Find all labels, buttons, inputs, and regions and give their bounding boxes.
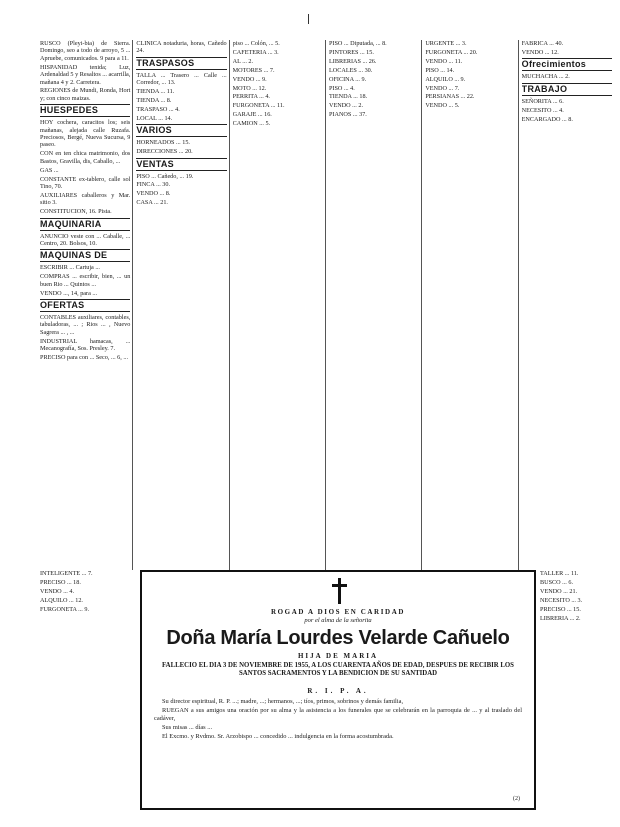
column-6 (522, 40, 614, 570)
classified-ad: RUSCO (Pleyi-bia) de Sierra. Domingo, seo a todo de arroyo, 5 ... Apruebe, comunicados. 9 para a 11. (40, 40, 131, 62)
classified-ad: ANUNCIO veste con ... Caballe, ... Centro, 20. Bolsos, 10. (40, 232, 131, 248)
column-3 (233, 40, 326, 570)
classified-ad: HISPANIDAD tenida; Luz, Ardenaldad 5 y Resaltos ... acarrilla, mañana 4 y 2. Carretera. (40, 63, 131, 86)
obituary-notice (140, 570, 536, 810)
classified-ad: TIENDA ... 11. (136, 88, 175, 96)
classified-ad: TALLER ... 11. (540, 570, 579, 577)
classified-ad: piso ... Colón, ... 5. (232, 40, 280, 47)
classified-ad: PRECISO para con ... Seco, ... 6, ... (40, 354, 128, 362)
classified-ad: FURGONETA ... 11. (232, 102, 285, 110)
classified-ad: DIRECCIONES ... 20. (136, 148, 193, 156)
classified-ad: VENDO ..., 14, para ... (40, 289, 98, 297)
section-heading: VARIOS (136, 124, 226, 137)
classified-ad: OFICINA ... 9. (328, 75, 367, 83)
classified-ad: REGIONES de Mundi, Ronda, Hort y; con cinco maizas. (40, 87, 131, 102)
section-heading: Ofrecimientos (522, 58, 612, 71)
classified-ad: PISO ... 4. (328, 84, 355, 92)
classified-ad: VENDO ... 21. (540, 587, 578, 595)
classified-ad: GARAJE ... 16. (232, 111, 272, 119)
section-heading: TRASPASOS (136, 57, 226, 70)
classified-ad: GAS ... (40, 166, 59, 174)
section-heading: VENTAS (136, 158, 226, 171)
classified-ad: NECESITO ... 4. (521, 106, 564, 114)
classified-ad: TALLA ... Trasero ... Calle ... Corredor, ... 13. (136, 71, 227, 87)
classified-ad: ALQUILO ... 12. (40, 596, 83, 604)
section-heading: MAQUINARIA (40, 218, 130, 231)
classified-ad: URGENTE ... 3. (425, 40, 467, 47)
classified-ad: PRECISO ... 18. (40, 578, 81, 586)
classified-ad: ESCRIBIR ... Cartuja ... (40, 264, 100, 272)
lower-section (40, 570, 614, 827)
classified-ad: VENDO ... 2. (328, 102, 364, 110)
cross-icon (330, 578, 350, 604)
column-2 (136, 40, 229, 570)
classified-ad: PRECISO ... 15. (540, 605, 581, 613)
column-4 (329, 40, 422, 570)
classified-ad: CAFETERIA ... 3. (232, 48, 279, 56)
classified-ad: VENDO ... 12. (521, 48, 559, 56)
section-heading: OFERTAS (40, 299, 130, 312)
notice-number: (2) (513, 796, 520, 802)
classified-ad: FINCA ... 30. (136, 181, 171, 189)
classified-ad: LOCAL ... 14. (136, 114, 173, 122)
classified-ad: MUCHACHA ... 2. (521, 73, 570, 81)
classified-ad: AL ... 2. (232, 57, 254, 65)
classified-ad: PISO ... Cañedo, ... 19. (136, 172, 194, 180)
classified-ad: LOCALES ... 30. (328, 66, 373, 74)
classified-ad: CONSTITUCION, 16. Pista. (40, 208, 112, 216)
column-5 (425, 40, 518, 570)
classified-ad: CASA ... 21. (136, 199, 168, 207)
notice-intro: por el alma de la señorita (304, 617, 372, 624)
classified-ad: AUXILIARES caballeros y Mar. sitio 3. (40, 191, 131, 207)
classified-ad: SEÑORITA ... 6. (521, 97, 564, 105)
classified-ad: MOTORES ... 7. (232, 66, 275, 74)
right-ads (540, 570, 614, 827)
column-1 (40, 40, 133, 570)
notice-body-paragraph: El Excmo. y Rvdmo. Sr. Arzobispo ... concedido ... indulgencia en la forma acostumbrada. (162, 732, 394, 740)
classified-ad: CONSTANTE ex-tablero, calle sol Tino, 70. (40, 175, 131, 190)
classified-ad: PINTORES ... 15. (328, 48, 374, 56)
classified-ad: VENDO ... 7. (425, 84, 460, 92)
notice-body-paragraph: Sus misas ... días ... (162, 723, 213, 731)
classified-ad: HORNEADOS ... 15. (136, 139, 190, 147)
classified-ad: FURGONETA ... 9. (40, 605, 90, 613)
section-heading: TRABAJO (522, 83, 612, 96)
classified-ad: NECESITO ... 3. (540, 596, 583, 604)
classified-ad: HOY cochera, caracitos los; seis mañanas, alejada calle Ruzafa. Preciosos, Bergé, Nueva Sucursa, 9 paseo. (40, 119, 131, 149)
classified-ad: ALQUILO ... 9. (425, 75, 466, 83)
notice-prayer: ROGAD A DIOS EN CARIDAD (270, 608, 406, 616)
classifieds-columns (40, 40, 614, 570)
notice-body-paragraph: RUEGAN a sus amigos una oración por su alma y la asistencia a los funerales que se celebrarán en la parroquia de ... y al traslado del cadáver, (154, 707, 522, 722)
classified-ad: LIBRERIA ... 2. (540, 614, 581, 622)
classified-ad: VENDO ... 8. (136, 190, 171, 198)
classified-ad: MOTO ... 12. (232, 84, 267, 92)
notice-body-paragraph: Su director espiritual, R. P. ...; madre, ...; hermanos, ...; tíos, primos, sobrinos y demás familia, (162, 698, 404, 705)
classified-ad: VENDO ... 5. (425, 102, 460, 110)
classified-ad: PISO ... Diputada, ... 8. (328, 40, 387, 47)
left-ads (40, 570, 136, 827)
classified-ad: CAMION ... 5. (232, 120, 271, 128)
death-details: FALLECIO EL DIA 3 DE NOVIEMBRE DE 1955, A LOS CUARENTA AÑOS DE EDAD, DESPUES DE RECIBIR LOS SANTOS SACRAMENTOS Y LA BENDICION DE SU SANTIDAD (162, 662, 514, 677)
classified-ad: TIENDA ... 8. (136, 97, 172, 105)
classified-ad: FABRICA ... 40. (521, 40, 564, 47)
classified-ad: FURGONETA ... 20. (425, 48, 478, 56)
classified-ad: VENDO ... 4. (40, 587, 75, 595)
classified-ad: COMPRAS ... escribir, bien, ... un buen Rio ... Quintos ... (40, 273, 131, 288)
classified-ad: INTELIGENTE ... 7. (40, 570, 93, 577)
classified-ad: CON en ten chica matrimonio, dos Bastos, Gravilla, dis, Caballo, ... (40, 150, 131, 165)
classified-ad: CONTABLES auxiliares, contables, tabuladoras, ... ; Rios ... , Nuevo Sagrera ... , ... (40, 314, 131, 336)
classified-ad: PIANOS ... 37. (328, 111, 367, 119)
notice-subtitle: HIJA DE MARIA (297, 652, 379, 660)
classified-ad: TRASPASO ... 4. (136, 105, 180, 113)
classified-ad: INDUSTRIAL hamacas, ... Mecanografía, Sos. Presley. 7. (40, 337, 131, 353)
classified-ad: PISO ... 14. (425, 66, 455, 74)
section-heading: MAQUINAS DE (40, 249, 130, 262)
section-heading: HUESPEDES (40, 104, 130, 117)
center-mark (308, 14, 309, 24)
classified-ad: VENDO ... 11. (425, 57, 463, 65)
classified-ad: LIBRERIAS ... 26. (328, 57, 377, 65)
notice-body (154, 698, 522, 742)
classified-ad: ENCARGADO ... 8. (521, 115, 573, 123)
classified-ad: VENDO ... 9. (232, 75, 267, 83)
classified-ad: BUSCO ... 6. (540, 578, 574, 586)
classified-ad: CLINICA notaduria, horas, Cañedo 24. (136, 40, 227, 55)
classified-ad: TIENDA ... 18. (328, 93, 368, 101)
deceased-name: Doña María Lourdes Velarde Cañuelo (166, 627, 510, 649)
classified-ad: PERRITA ... 4. (232, 93, 270, 101)
classified-ad: PERSIANAS ... 22. (425, 93, 475, 101)
rip-line: R. I. P. A. (307, 687, 369, 695)
